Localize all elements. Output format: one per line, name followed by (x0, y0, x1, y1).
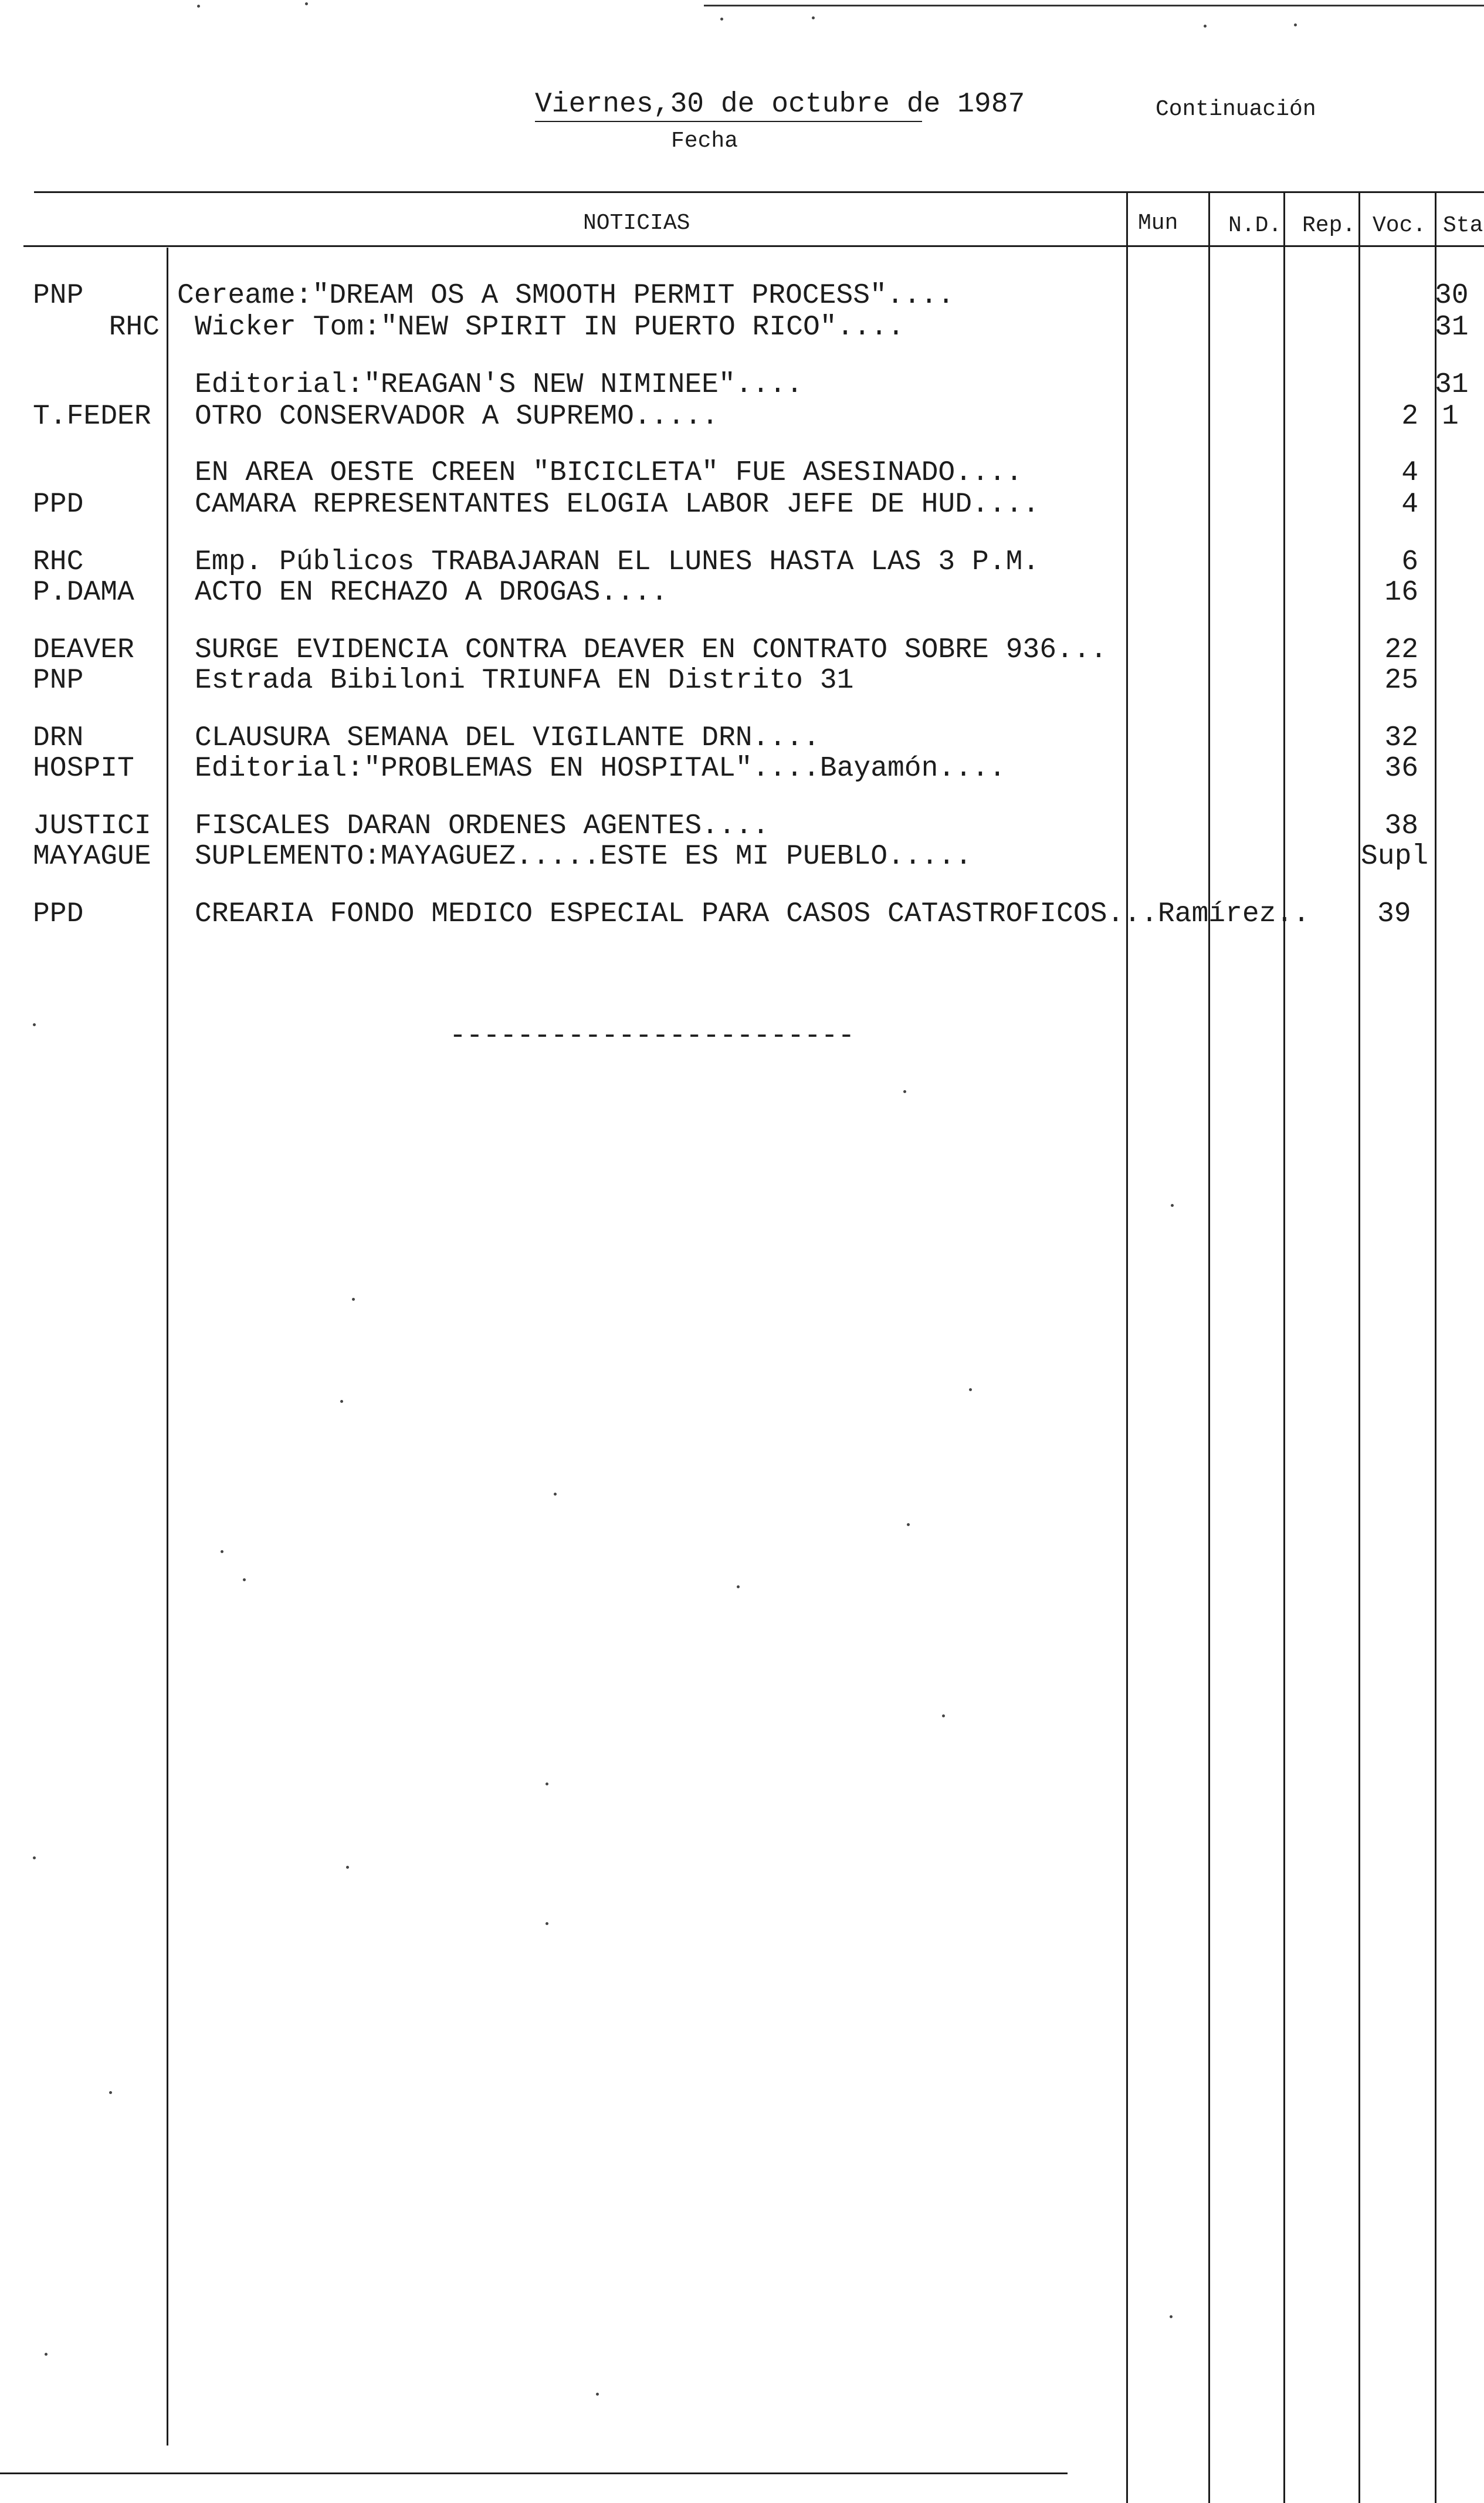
scan-speck (942, 1714, 945, 1717)
scan-speck (33, 1856, 36, 1859)
scan-speck (720, 18, 723, 21)
row-text: CLAUSURA SEMANA DEL VIGILANTE DRN.... (195, 722, 820, 754)
table-top-rule (34, 191, 1484, 193)
row-text: Editorial:"PROBLEMAS EN HOSPITAL"....Bayamón.... (195, 753, 1006, 784)
scan-speck (546, 1782, 548, 1785)
scan-speck (737, 1585, 740, 1588)
row-text: SURGE EVIDENCIA CONTRA DEAVER EN CONTRATO SOBRE 936... (195, 634, 1107, 666)
row-voc: 22 (1384, 634, 1418, 666)
row-voc: 16 (1384, 577, 1418, 608)
continuation-label: Continuación (1156, 97, 1316, 122)
column-header-voc: Voc. (1373, 213, 1427, 238)
row-voc: 38 (1384, 810, 1418, 842)
column-header-sta: Sta (1443, 213, 1483, 238)
scan-speck (221, 1550, 223, 1553)
row-tag: DRN (33, 722, 84, 754)
row-sta: 31 (1435, 369, 1469, 401)
row-voc: 6 (1401, 546, 1418, 578)
scan-speck (109, 2091, 112, 2094)
row-tag: PPD (33, 898, 84, 930)
row-text: ACTO EN RECHAZO A DROGAS.... (195, 577, 668, 608)
scan-speck (554, 1493, 557, 1496)
column-rule-voc (1435, 191, 1436, 2503)
row-text: SUPLEMENTO:MAYAGUEZ.....ESTE ES MI PUEBLO..... (195, 841, 973, 872)
end-separator: ------------------------ (449, 1020, 855, 1052)
column-rule-rep (1358, 191, 1360, 2503)
row-voc: 2 (1401, 401, 1418, 432)
column-rule-mun (1208, 191, 1210, 2503)
row-tag: PNP (33, 665, 84, 696)
scan-speck (812, 16, 815, 19)
row-text: Cereame:"DREAM OS A SMOOTH PERMIT PROCESS".... (177, 280, 955, 312)
top-edge-line (704, 5, 1484, 6)
column-rule-noticias (1126, 191, 1128, 2503)
row-tag: RHC (109, 312, 160, 343)
scan-speck (346, 1866, 349, 1869)
scan-speck (907, 1523, 910, 1526)
row-sta: 1 (1442, 401, 1459, 432)
row-tag: PNP (33, 280, 84, 312)
header-bottom-rule (23, 245, 1484, 247)
row-voc: 39 (1377, 898, 1411, 930)
row-tag: MAYAGUE (33, 841, 151, 872)
row-tag: PPD (33, 489, 84, 520)
row-tag: P.DAMA (33, 577, 134, 608)
scan-speck (243, 1578, 246, 1581)
column-rule-tag (167, 248, 168, 2446)
row-text: CREARIA FONDO MEDICO ESPECIAL PARA CASOS CATASTROFICOS...Ramírez.. (195, 898, 1310, 930)
row-text: Emp. Públicos TRABAJARAN EL LUNES HASTA LAS 3 P.M. (195, 546, 1040, 578)
scan-speck (903, 1090, 906, 1093)
date-underline (535, 121, 922, 122)
scan-speck (1171, 1204, 1174, 1207)
row-voc: 36 (1384, 753, 1418, 784)
bottom-rule (0, 2472, 1068, 2474)
scan-speck (45, 2353, 48, 2356)
row-sta: 31 (1435, 312, 1469, 343)
row-text: CAMARA REPRESENTANTES ELOGIA LABOR JEFE DE HUD.... (195, 489, 1040, 520)
scan-speck (340, 1400, 343, 1403)
scan-speck (1170, 2315, 1173, 2318)
report-date: Viernes,30 de octubre de 1987 (535, 89, 1025, 120)
scan-speck (305, 2, 308, 5)
scan-speck (1204, 25, 1207, 28)
row-tag: DEAVER (33, 634, 134, 666)
column-header-nd: N.D. (1228, 213, 1282, 238)
scan-speck (33, 1023, 36, 1026)
row-tag: HOSPIT (33, 753, 134, 784)
row-text: OTRO CONSERVADOR A SUPREMO..... (195, 401, 719, 432)
scan-speck (1294, 23, 1297, 26)
scan-speck (596, 2393, 599, 2396)
row-tag: JUSTICI (33, 810, 151, 842)
row-tag: T.FEDER (33, 401, 151, 432)
row-text: Editorial:"REAGAN'S NEW NIMINEE".... (195, 369, 803, 401)
row-text: FISCALES DARAN ORDENES AGENTES.... (195, 810, 770, 842)
row-text: Estrada Bibiloni TRIUNFA EN Distrito 31 (195, 665, 854, 696)
row-voc: Supl (1361, 841, 1429, 872)
scan-speck (546, 1922, 548, 1925)
scan-speck (969, 1388, 972, 1391)
row-voc: 32 (1384, 722, 1418, 754)
row-tag: RHC (33, 546, 84, 578)
date-label: Fecha (671, 128, 738, 154)
scan-speck (352, 1298, 355, 1301)
row-voc: 25 (1384, 665, 1418, 696)
column-header-rep: Rep. (1302, 213, 1356, 238)
column-header-noticias: NOTICIAS (583, 211, 690, 236)
row-voc: 4 (1401, 457, 1418, 489)
column-rule-nd (1283, 191, 1285, 2503)
row-sta: 30 (1435, 280, 1469, 312)
row-text: EN AREA OESTE CREEN "BICICLETA" FUE ASESINADO.... (195, 457, 1023, 489)
row-voc: 4 (1401, 489, 1418, 520)
row-text: Wicker Tom:"NEW SPIRIT IN PUERTO RICO".... (195, 312, 904, 343)
column-header-mun: Mun (1138, 211, 1178, 236)
scan-speck (197, 5, 200, 8)
